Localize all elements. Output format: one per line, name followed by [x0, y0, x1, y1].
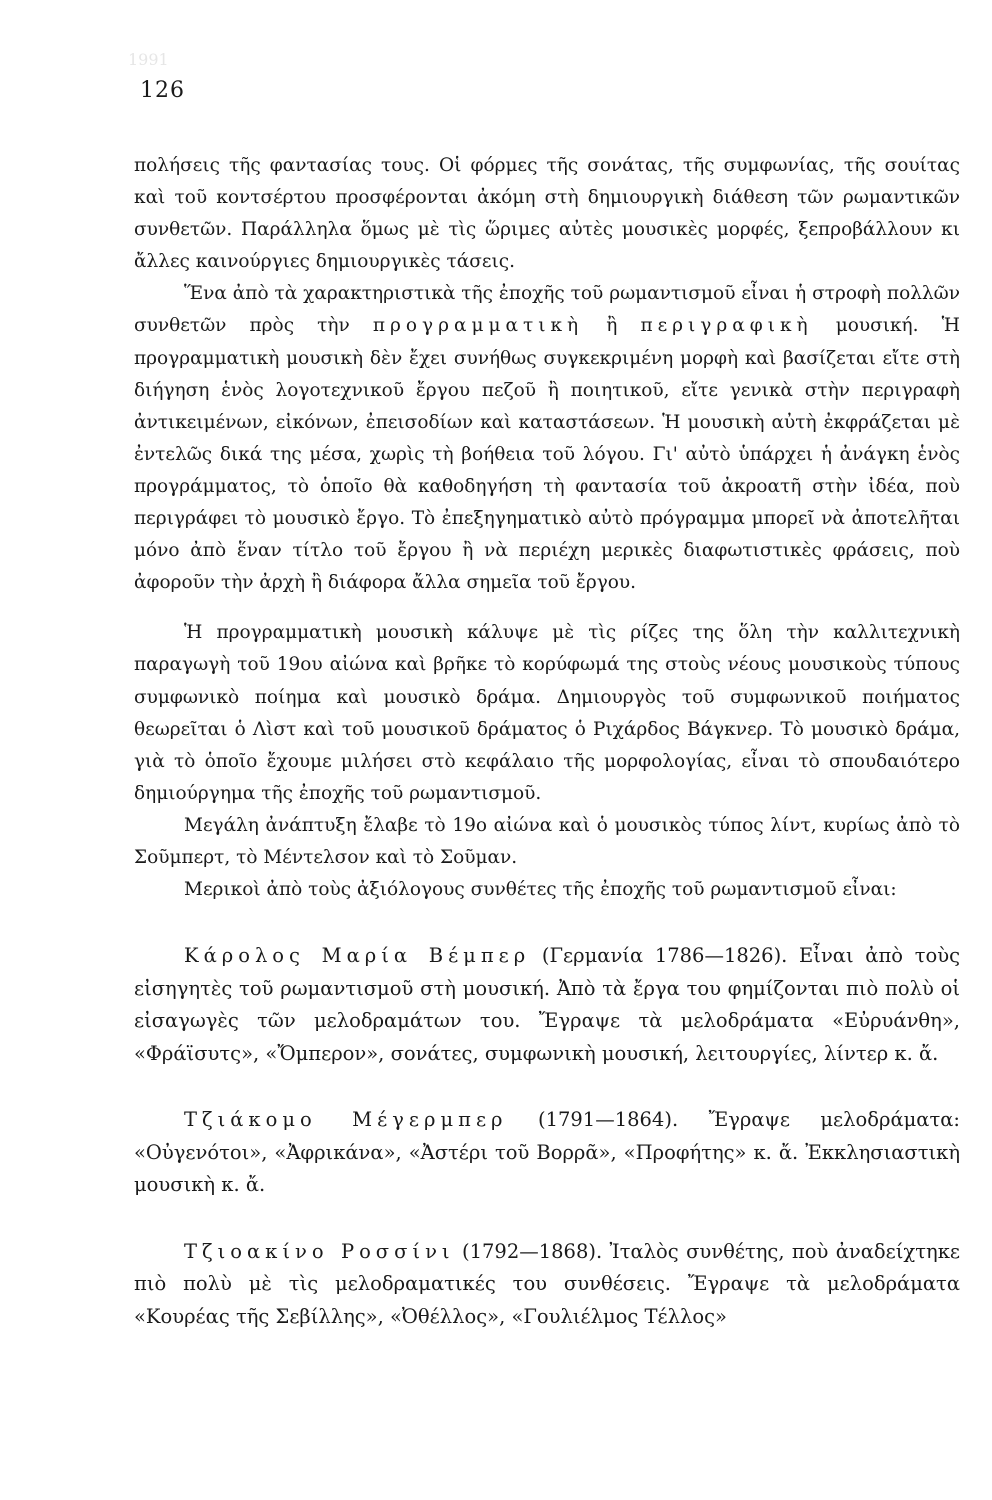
composer-entry-meyerbeer	[134, 1104, 960, 1202]
paragraph-composers-intro: Μερικοὶ ἀπὸ τοὺς ἀξιόλογους συνθέτες τῆς ἐποχῆς τοῦ ρωμαντισμοῦ εἶναι:	[184, 879, 897, 901]
composer-name: Τζιάκομο Μέγερμπερ	[184, 1108, 508, 1132]
faint-corner-mark: 1991	[128, 50, 169, 69]
composer-text: Ἔγραψε μελοδράματα: «Οὐγενότοι», «Ἀφρικάνα», «Ἀστέρι τοῦ Βορρᾶ», «Προφήτης» κ. ἄ. Ἐκκλησιαστικὴ μουσικὴ κ. ἄ.	[134, 1108, 961, 1197]
paragraph-forms: πολήσεις τῆς φαντασίας τους. Οἱ φόρμες τῆς σονάτας, τῆς συμφωνίας, τῆς σουίτας καὶ τοῦ κοντσέρτου προσφέρονται ἀκόμη στὴ δημιουργικὴ διάθεση τῶν ρωμαντικῶν συνθετῶν. Παράλληλα ὅμως μὲ τὶς ὥριμες αὐτὲς μουσικὲς μορφές, ξεπροβάλλουν κι ἄλλες καινούργιες δημιουργικὲς τάσεις.	[134, 155, 960, 273]
composer-name: Κάρολος Μαρία Βέμπερ	[184, 944, 531, 968]
paragraph-symphonic-poem: Ἡ προγραμματικὴ μουσικὴ κάλυψε μὲ τὶς ρίζες της ὅλη τὴν καλλιτεχνικὴ παραγωγὴ τοῦ 19ου αἰώνα καὶ βρῆκε τὸ κορύφωμά της στοὺς νέους μουσικοὺς τύπους συμφωνικὸ ποίημα καὶ μουσικὸ δράμα. Δημιουργὸς τοῦ συμφωνικοῦ ποιήματος θεωρεῖται ὁ Λὶστ καὶ τοῦ μουσικοῦ δράματος ὁ Ριχάρδος Βάγκνερ. Τὸ μουσικὸ δράμα, γιὰ τὸ ὁποῖο ἔχουμε μιλήσει στὸ κεφάλαιο τῆς μορφολογίας, εἶναι τὸ σπουδαιότερο δημιούργημα τῆς ἐποχῆς τοῦ ρωμαντισμοῦ.	[134, 622, 960, 804]
term-descriptive: περιγραφικὴ	[640, 315, 813, 337]
paragraph-program-music	[134, 278, 960, 599]
paragraph-lied: Μεγάλη ἀνάπτυξη ἔλαβε τὸ 19ο αἰώνα καὶ ὁ μουσικὸς τύπος λίντ, κυρίως ἀπὸ τὸ Σοῦμπερτ, τὸ Μέντελσον καὶ τὸ Σοῦμαν.	[134, 814, 960, 868]
page-body	[134, 150, 960, 1333]
composer-dates: (1791—1864).	[507, 1108, 679, 1132]
composer-text: Ἰταλὸς συνθέτης, ποὺ ἀναδείχτηκε πιὸ πολὺ μὲ τὶς μελοδραματικές του συνθέσεις. Ἔγραψε τὰ μελοδράματα «Κουρέας τῆς Σεβίλλης», «Ὀθέλλος», «Γουλιέλμος Τέλλος»	[134, 1239, 960, 1328]
composer-name: Τζιοακίνο Ροσσίνι	[184, 1239, 455, 1263]
term-programmatic: προγραμματικὴ	[372, 315, 584, 337]
composer-text: Εἶναι ἀπὸ τοὺς εἰσηγητὲς τοῦ ρωμαντισμοῦ στὴ μουσική. Ἀπὸ τὰ ἔργα του φημίζονται πιὸ πολὺ οἱ εἰσαγωγὲς τῶν μελοδραμάτων του. Ἔγραψε τὰ μελοδράματα «Εὐρυάνθη», «Φράϊσυτς», «Ὄμπερον», σονάτες, συμφωνικὴ μουσική, λειτουργίες, λίντερ κ. ἄ.	[134, 944, 960, 1065]
paragraph-text: μουσική. Ἡ προγραμματικὴ μουσικὴ δὲν ἔχει συνήθως συγκεκριμένη μορφὴ καὶ βασίζεται εἴτε στὴ διήγηση ἑνὸς λογοτεχνικοῦ ἔργου πεζοῦ ἢ ποιητικοῦ, εἴτε γενικὰ στὴν περιγραφὴ ἀντικειμένων, εἰκόνων, ἐπεισοδίων καὶ καταστάσεων. Ἡ μουσικὴ αὐτὴ ἐκφράζεται μὲ ἐντελῶς δικά της μέσα, χωρὶς τὴ βοήθεια τοῦ λόγου. Γι' αὐτὸ ὑπάρχει ἡ ἀνάγκη ἑνὸς προγράμματος, τὸ ὁποῖο θὰ καθοδηγήση τὴ φαντασία τοῦ ἀκροατῆ στὴν ἰδέα, ποὺ περιγράφει τὸ μουσικὸ ἔργο. Τὸ ἐπεξηγηματικὸ αὐτὸ πρόγραμμα μπορεῖ νὰ ἀποτελῆται μόνο ἀπὸ ἕναν τίτλο τοῦ ἔργου ἢ νὰ περιέχη μερικὲς διαφωτιστικὲς φράσεις, ποὺ ἀφοροῦν τὴν ἀρχὴ ἢ διάφορα ἄλλα σημεῖα τοῦ ἔργου.	[134, 315, 960, 594]
page-number: 126	[140, 78, 185, 103]
composer-entry-rossini	[134, 1236, 960, 1334]
paragraph-text: Ἕνα ἀπὸ τὰ χαρακτηριστικὰ τῆς ἐποχῆς τοῦ ρωμαντισμοῦ εἶναι ἡ στροφὴ πολλῶν συνθετῶν πρὸς τὴν	[134, 283, 960, 337]
composer-dates: (1792—1868).	[454, 1239, 603, 1263]
composer-entry-weber	[134, 940, 960, 1070]
paragraph-text: ἢ	[583, 315, 641, 337]
composer-dates: (Γερμανία 1786—1826).	[530, 944, 788, 968]
